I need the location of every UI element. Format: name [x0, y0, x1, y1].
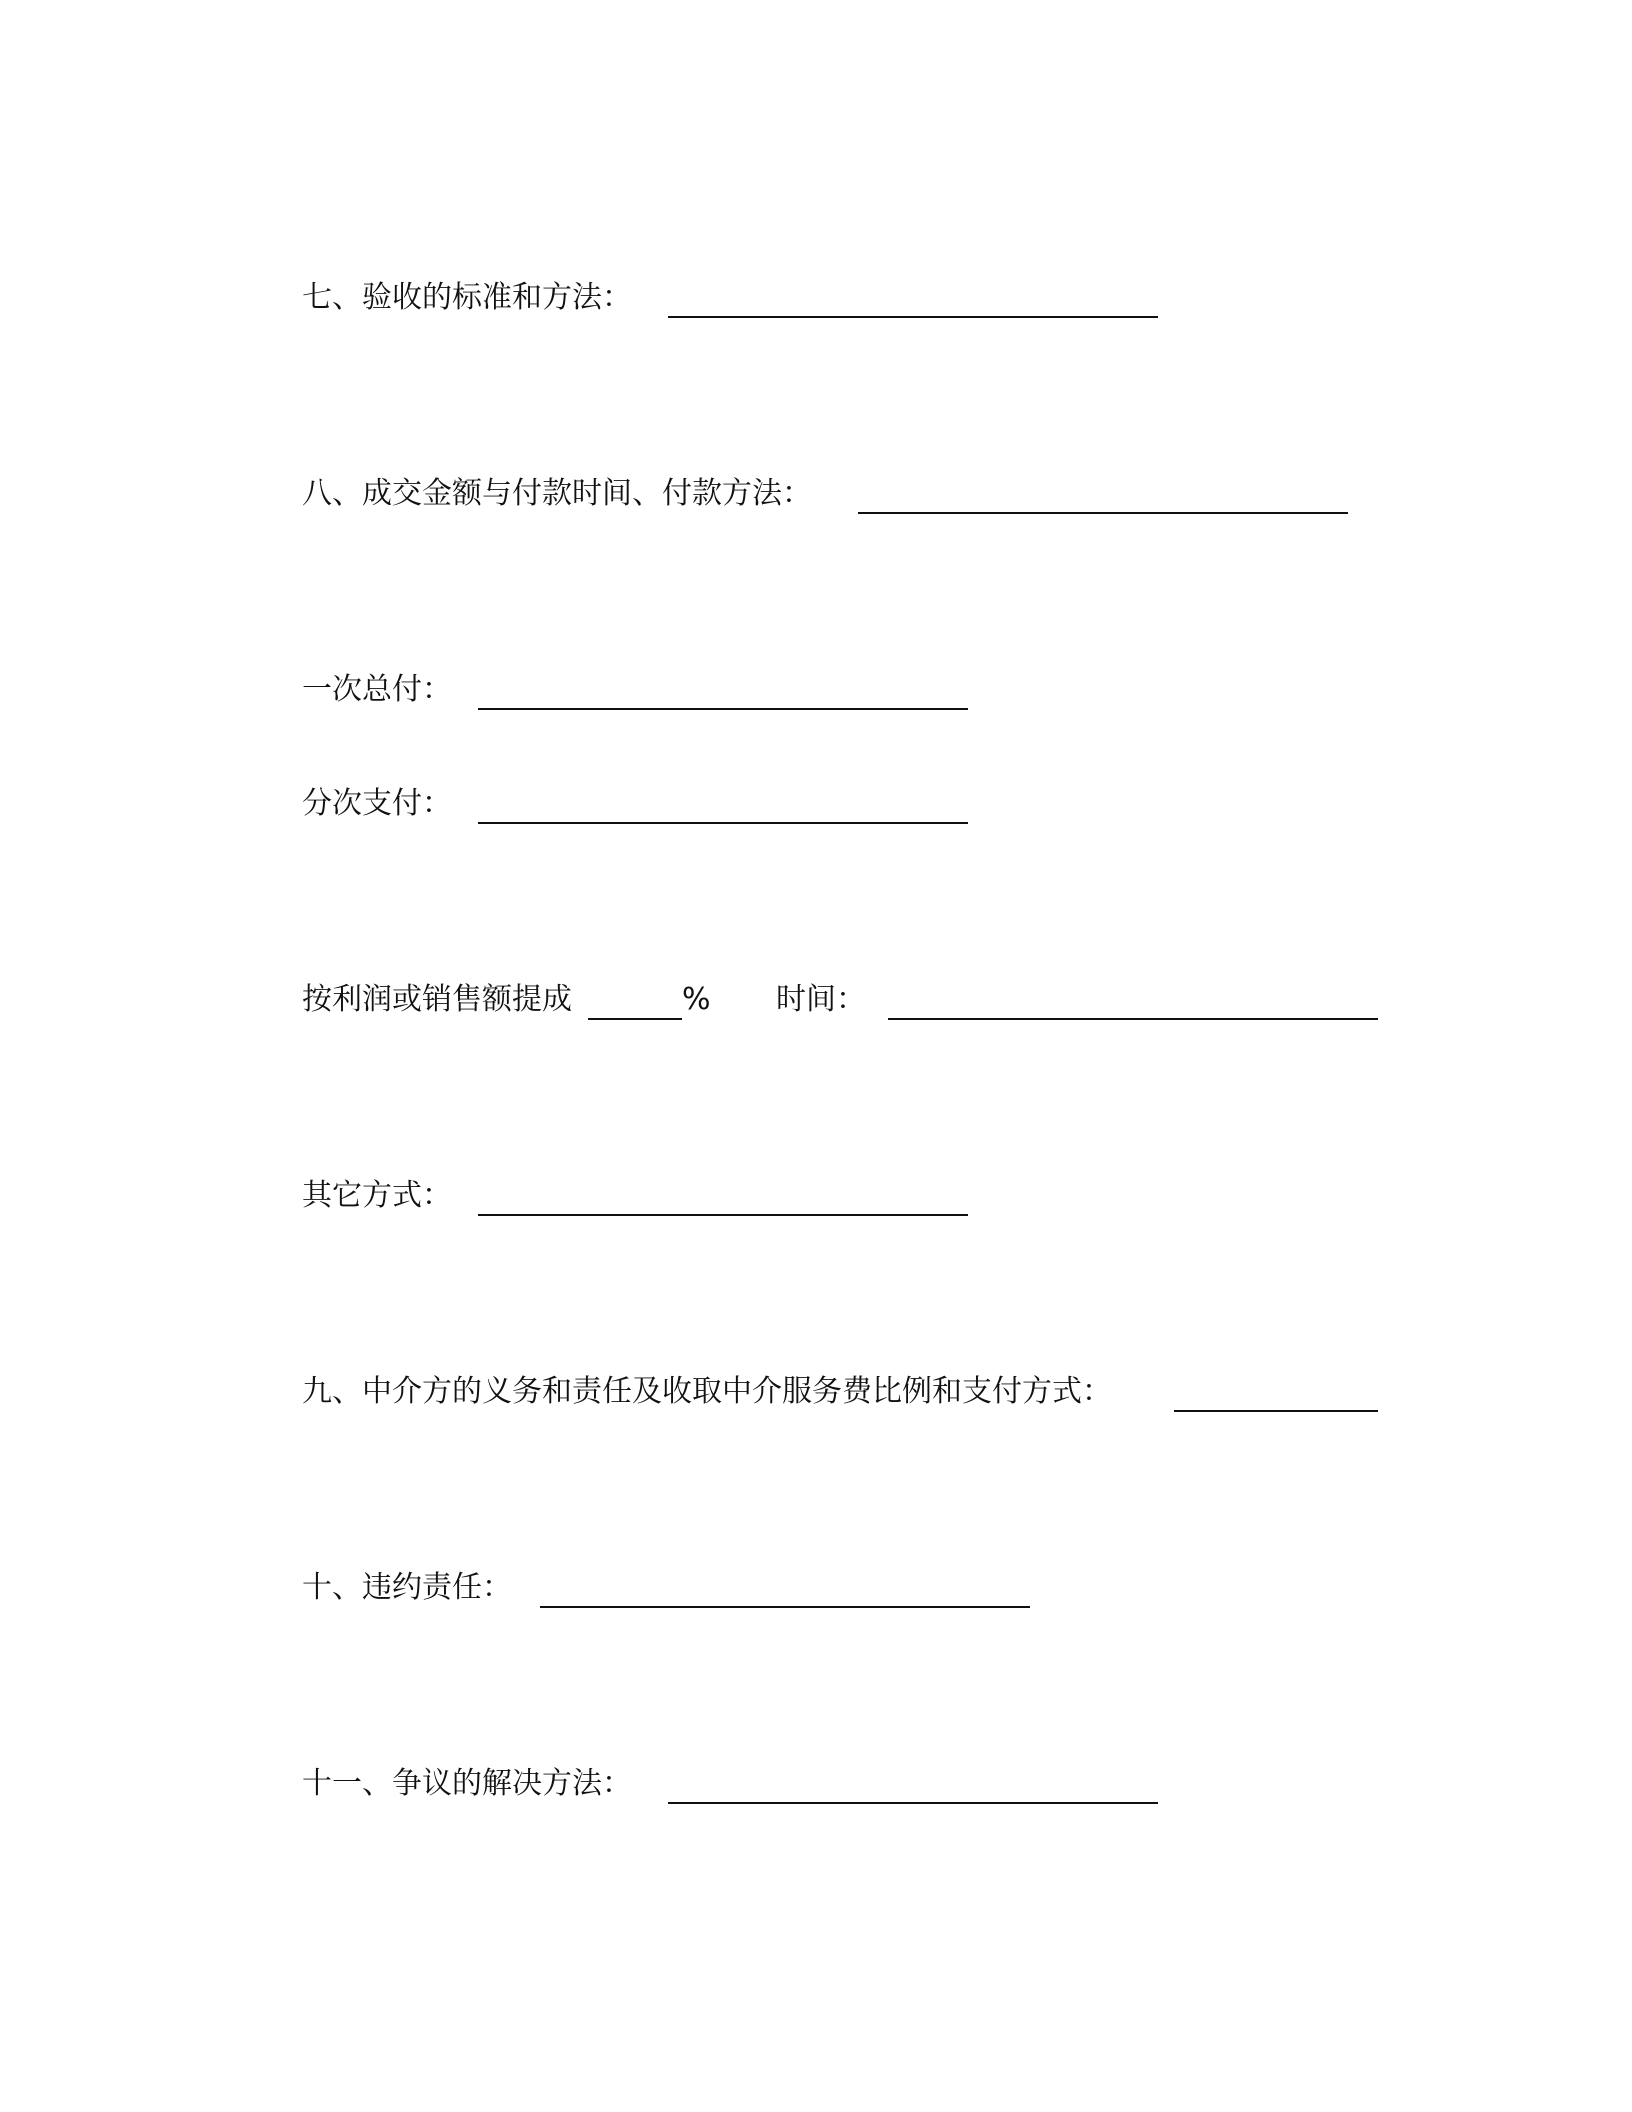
clause-7-blank-line[interactable]	[668, 316, 1158, 318]
clause-11-label: 十一、争议的解决方法：	[302, 1766, 632, 1801]
percent-sign: %	[682, 982, 711, 1017]
commission-time-blank-line[interactable]	[888, 1018, 1378, 1020]
commission-time-label: 时间：	[776, 982, 866, 1017]
clause-8-blank-line[interactable]	[858, 512, 1348, 514]
clause-8-label: 八、成交金额与付款时间、付款方法：	[302, 476, 812, 511]
installment-blank-line[interactable]	[478, 822, 968, 824]
commission-label: 按利润或销售额提成	[302, 982, 572, 1017]
other-payment-blank-line[interactable]	[478, 1214, 968, 1216]
clause-9-label: 九、中介方的义务和责任及收取中介服务费比例和支付方式：	[302, 1374, 1112, 1409]
lump-sum-label: 一次总付：	[302, 672, 452, 707]
clause-11-blank-line[interactable]	[668, 1802, 1158, 1804]
other-payment-label: 其它方式：	[302, 1178, 452, 1213]
clause-10-label: 十、违约责任：	[302, 1570, 512, 1605]
clause-7-label: 七、验收的标准和方法：	[302, 280, 632, 315]
commission-percent-blank-line[interactable]	[588, 1018, 682, 1020]
lump-sum-blank-line[interactable]	[478, 708, 968, 710]
clause-9-blank-line[interactable]	[1174, 1410, 1378, 1412]
installment-label: 分次支付：	[302, 786, 452, 821]
clause-10-blank-line[interactable]	[540, 1606, 1030, 1608]
